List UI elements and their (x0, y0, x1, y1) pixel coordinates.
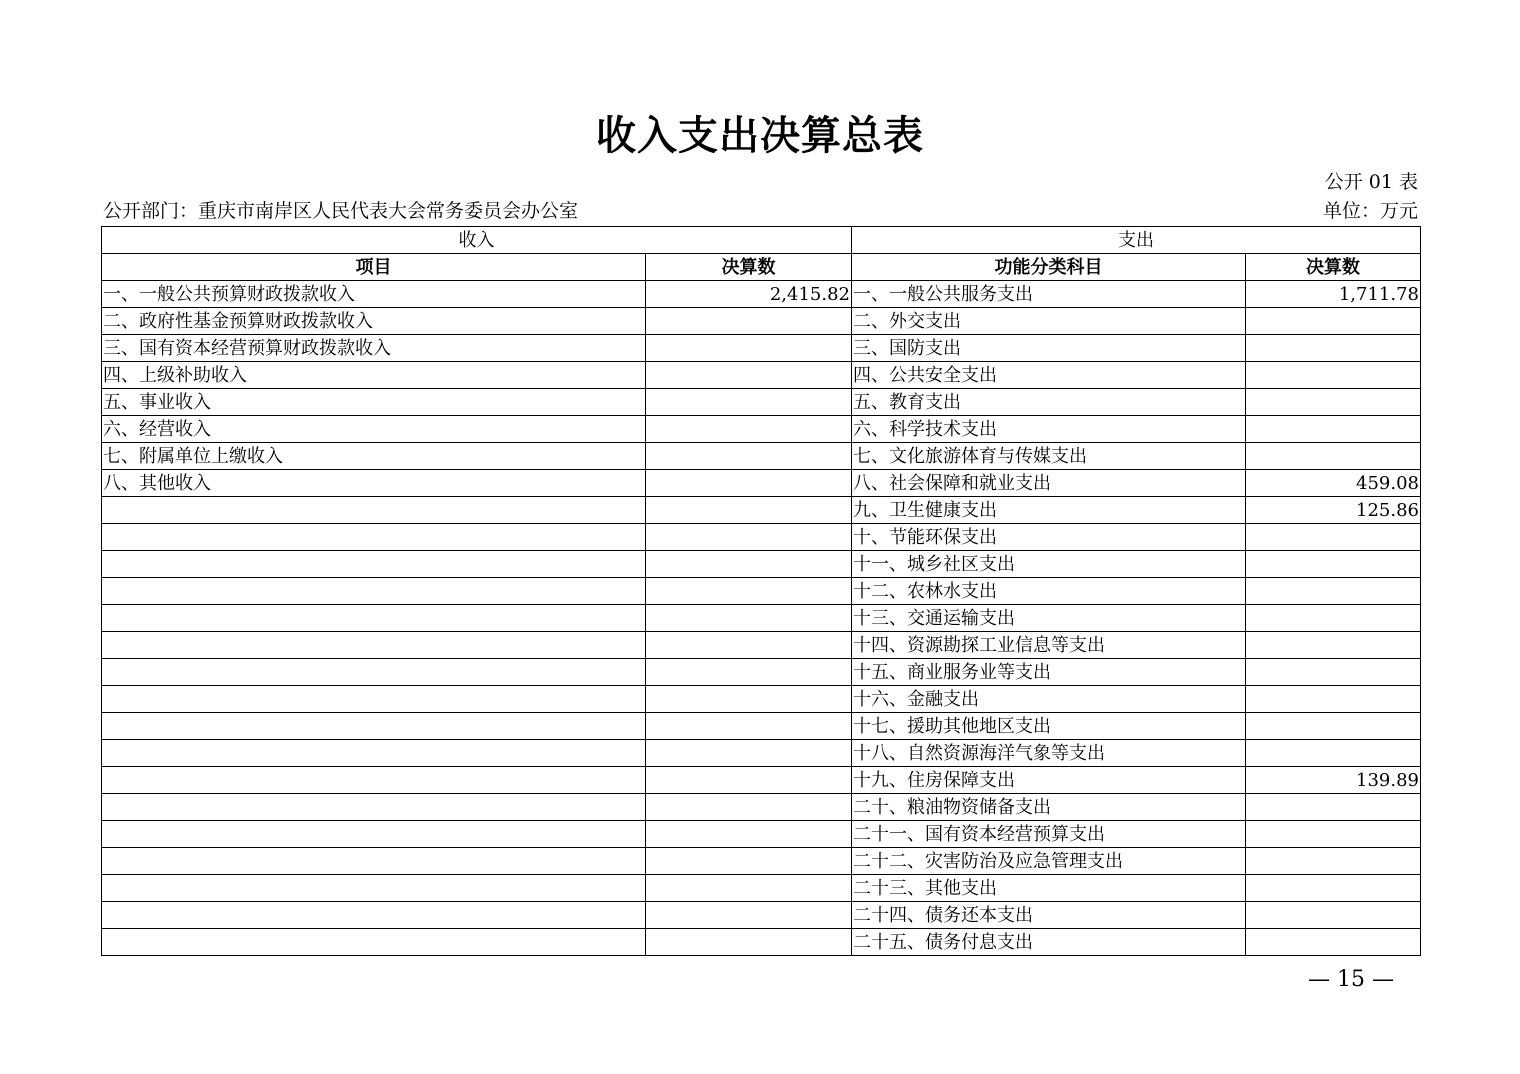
expenditure-amount-cell (1246, 605, 1421, 632)
income-expenditure-table (101, 226, 1421, 956)
table-row (102, 578, 1421, 605)
income-item-cell: 七、附属单位上缴收入 (102, 443, 646, 470)
table-row (102, 740, 1421, 767)
expenditure-amount-cell (1246, 308, 1421, 335)
income-amount-cell (646, 497, 852, 524)
expenditure-amount-cell: 139.89 (1246, 767, 1421, 794)
income-amount-cell (646, 389, 852, 416)
expenditure-amount-cell (1246, 686, 1421, 713)
expenditure-section-header: 支出 (852, 227, 1421, 254)
income-amount-cell (646, 848, 852, 875)
department-label: 公开部门：重庆市南岸区人民代表大会常务委员会办公室 (103, 200, 579, 222)
expenditure-item-cell: 二十、粮油物资储备支出 (852, 794, 1246, 821)
income-amount-column-header: 决算数 (646, 254, 852, 281)
table-row (102, 335, 1421, 362)
expenditure-amount-cell (1246, 875, 1421, 902)
expenditure-amount-cell (1246, 335, 1421, 362)
table-row (102, 470, 1421, 497)
income-item-cell: 八、其他收入 (102, 470, 646, 497)
expenditure-amount-cell (1246, 578, 1421, 605)
table-row (102, 686, 1421, 713)
income-amount-cell (646, 686, 852, 713)
income-item-cell (102, 821, 646, 848)
expenditure-amount-column-header: 决算数 (1246, 254, 1421, 281)
expenditure-amount-cell (1246, 416, 1421, 443)
expenditure-amount-cell (1246, 740, 1421, 767)
item-column-header: 项目 (102, 254, 646, 281)
income-amount-cell (646, 875, 852, 902)
income-item-cell (102, 524, 646, 551)
income-item-cell (102, 848, 646, 875)
expenditure-item-cell: 三、国防支出 (852, 335, 1246, 362)
table-row (102, 767, 1421, 794)
expenditure-item-cell: 四、公共安全支出 (852, 362, 1246, 389)
income-item-cell: 三、国有资本经营预算财政拨款收入 (102, 335, 646, 362)
expenditure-item-cell: 七、文化旅游体育与传媒支出 (852, 443, 1246, 470)
expenditure-item-cell: 十三、交通运输支出 (852, 605, 1246, 632)
income-amount-cell (646, 821, 852, 848)
table-row (102, 821, 1421, 848)
income-item-cell (102, 632, 646, 659)
table-row (102, 308, 1421, 335)
expenditure-amount-cell (1246, 551, 1421, 578)
expenditure-item-cell: 六、科学技术支出 (852, 416, 1246, 443)
table-row (102, 281, 1421, 308)
expenditure-item-cell: 十八、自然资源海洋气象等支出 (852, 740, 1246, 767)
income-amount-cell (646, 416, 852, 443)
expenditure-item-cell: 十六、金融支出 (852, 686, 1246, 713)
income-item-cell (102, 686, 646, 713)
header-row-sections (102, 227, 1421, 254)
expenditure-item-cell: 十一、城乡社区支出 (852, 551, 1246, 578)
income-item-cell (102, 929, 646, 956)
income-amount-cell (646, 443, 852, 470)
expenditure-item-cell: 九、卫生健康支出 (852, 497, 1246, 524)
table-row (102, 362, 1421, 389)
expenditure-item-cell: 十、节能环保支出 (852, 524, 1246, 551)
income-item-cell (102, 794, 646, 821)
table-row (102, 902, 1421, 929)
income-item-cell (102, 497, 646, 524)
expenditure-amount-cell (1246, 362, 1421, 389)
income-item-cell (102, 659, 646, 686)
income-amount-cell (646, 929, 852, 956)
expenditure-amount-cell (1246, 713, 1421, 740)
expenditure-amount-cell (1246, 443, 1421, 470)
income-item-cell (102, 767, 646, 794)
unit-label: 单位：万元 (1322, 200, 1418, 222)
expenditure-amount-cell (1246, 632, 1421, 659)
income-item-cell: 一、一般公共预算财政拨款收入 (102, 281, 646, 308)
table-row (102, 443, 1421, 470)
expenditure-item-cell: 十五、商业服务业等支出 (852, 659, 1246, 686)
expenditure-item-cell: 一、一般公共服务支出 (852, 281, 1246, 308)
expenditure-amount-cell: 459.08 (1246, 470, 1421, 497)
expenditure-item-cell: 八、社会保障和就业支出 (852, 470, 1246, 497)
income-amount-cell (646, 659, 852, 686)
table-row (102, 497, 1421, 524)
table-row (102, 632, 1421, 659)
income-amount-cell (646, 605, 852, 632)
income-item-cell: 四、上级补助收入 (102, 362, 646, 389)
expenditure-amount-cell: 1,711.78 (1246, 281, 1421, 308)
expenditure-amount-cell (1246, 659, 1421, 686)
income-amount-cell (646, 362, 852, 389)
table-row (102, 416, 1421, 443)
income-item-cell: 六、经营收入 (102, 416, 646, 443)
income-item-cell: 二、政府性基金预算财政拨款收入 (102, 308, 646, 335)
expenditure-amount-cell (1246, 848, 1421, 875)
expenditure-amount-cell (1246, 929, 1421, 956)
table-row (102, 659, 1421, 686)
income-item-cell (102, 551, 646, 578)
table-row (102, 605, 1421, 632)
table-row (102, 524, 1421, 551)
income-section-header: 收入 (102, 227, 852, 254)
page-title: 收入支出决算总表 (596, 112, 924, 159)
page-number: — 15 — (1308, 967, 1394, 992)
expenditure-item-cell: 十二、农林水支出 (852, 578, 1246, 605)
income-amount-cell (646, 767, 852, 794)
expenditure-item-cell: 二十五、债务付息支出 (852, 929, 1246, 956)
expenditure-item-cell: 二十一、国有资本经营预算支出 (852, 821, 1246, 848)
category-column-header: 功能分类科目 (852, 254, 1246, 281)
income-amount-cell (646, 551, 852, 578)
table-row (102, 389, 1421, 416)
expenditure-item-cell: 二十四、债务还本支出 (852, 902, 1246, 929)
expenditure-amount-cell: 125.86 (1246, 497, 1421, 524)
income-item-cell (102, 875, 646, 902)
income-amount-cell: 2,415.82 (646, 281, 852, 308)
income-item-cell (102, 740, 646, 767)
income-amount-cell (646, 902, 852, 929)
table-row (102, 848, 1421, 875)
expenditure-item-cell: 二十二、灾害防治及应急管理支出 (852, 848, 1246, 875)
table-row (102, 713, 1421, 740)
income-amount-cell (646, 470, 852, 497)
income-amount-cell (646, 632, 852, 659)
income-amount-cell (646, 794, 852, 821)
income-item-cell (102, 713, 646, 740)
income-item-cell: 五、事业收入 (102, 389, 646, 416)
expenditure-amount-cell (1246, 524, 1421, 551)
income-amount-cell (646, 713, 852, 740)
table-row (102, 929, 1421, 956)
expenditure-amount-cell (1246, 389, 1421, 416)
income-item-cell (102, 605, 646, 632)
table-row (102, 875, 1421, 902)
income-amount-cell (646, 308, 852, 335)
income-amount-cell (646, 524, 852, 551)
expenditure-item-cell: 二十三、其他支出 (852, 875, 1246, 902)
header-row-columns (102, 254, 1421, 281)
expenditure-item-cell: 十四、资源勘探工业信息等支出 (852, 632, 1246, 659)
form-number: 公开 01 表 (1324, 171, 1418, 193)
expenditure-item-cell: 五、教育支出 (852, 389, 1246, 416)
expenditure-item-cell: 十七、援助其他地区支出 (852, 713, 1246, 740)
income-item-cell (102, 578, 646, 605)
expenditure-item-cell: 十九、住房保障支出 (852, 767, 1246, 794)
expenditure-amount-cell (1246, 821, 1421, 848)
expenditure-item-cell: 二、外交支出 (852, 308, 1246, 335)
expenditure-amount-cell (1246, 902, 1421, 929)
income-amount-cell (646, 335, 852, 362)
income-item-cell (102, 902, 646, 929)
table-row (102, 794, 1421, 821)
table-row (102, 551, 1421, 578)
income-amount-cell (646, 578, 852, 605)
income-amount-cell (646, 740, 852, 767)
expenditure-amount-cell (1246, 794, 1421, 821)
